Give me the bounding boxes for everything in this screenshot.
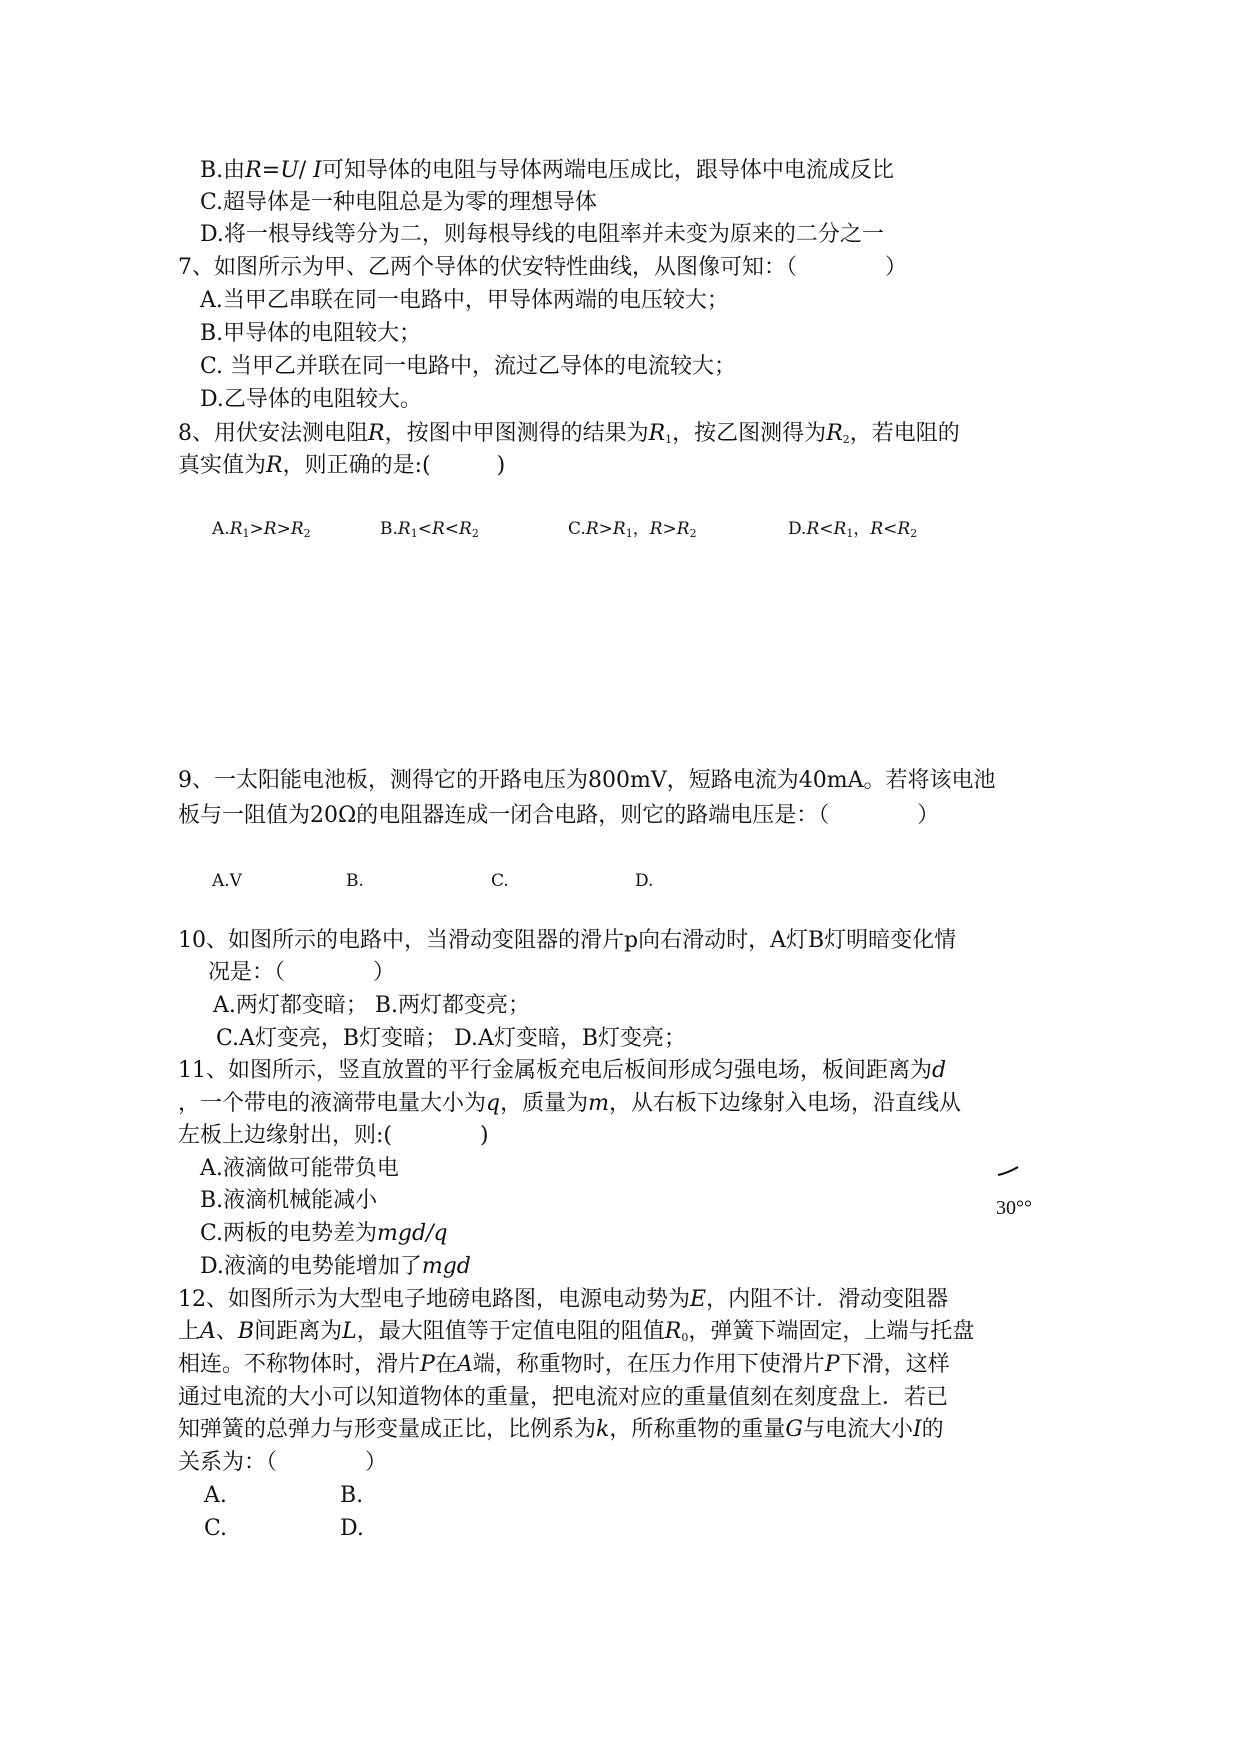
q9-option-b: B.: [346, 871, 364, 891]
q8-option-d: $D.R<R_1$，$R<R_2$: [788, 519, 918, 540]
q12-stem-line4: 通过电流的大小可以知道物体的重量，把电流对应的重量值刻在刻度盘上．若已: [178, 1385, 949, 1410]
q6-option-d: D.将一根导线等分为二，则每根导线的电阻率并未变为原来的二分之一: [200, 222, 884, 247]
q12-stem-line3: 相连。不称物体时，滑片P在A端，称重物时，在压力作用下使滑片P下滑，这样: [178, 1352, 950, 1377]
q12-option-a: A.: [204, 1483, 227, 1508]
q9-option-d: D.: [635, 871, 654, 891]
q11-stem-line1: 11、如图所示，竖直放置的平行金属板充电后板间形成匀强电场，板间距离为d: [178, 1058, 947, 1083]
q7-option-b: B.甲导体的电阻较大；: [200, 321, 422, 346]
q7-stem: 7、如图所示为甲、乙两个导体的伏安特性曲线，从图像可知：（ ）: [178, 255, 907, 280]
q12-option-b: B.: [340, 1483, 364, 1508]
q7-option-d: D.乙导体的电阻较大。: [200, 387, 422, 412]
q11-option-b: B.液滴机械能减小: [200, 1188, 378, 1213]
q10-stem-line1: 10、如图所示的电路中，当滑动变阻器的滑片p向右滑动时，A灯B灯明暗变化情: [178, 928, 957, 953]
q12-option-d: D.: [340, 1516, 364, 1541]
q6-option-c: C.超导体是一种电阻总是为零的理想导体: [200, 190, 598, 215]
q8-option-c: $C.R>R_1$，$R>R_2$: [568, 519, 697, 540]
q6-option-b: B.由R=U/ I可知导体的电阻与导体两端电压成比，跟导体中电流成反比: [200, 158, 894, 183]
q8-option-a: $A.R_1>R>R_2$: [212, 519, 311, 540]
q9-stem-line2: 板与一阻值为20Ω的电阻器连成一闭合电路，则它的路端电压是：（ ）: [178, 803, 940, 828]
q10-options-ab: A.两灯都变暗； B.两灯都变亮；: [213, 993, 531, 1018]
q9-option-a: A.V: [212, 871, 242, 891]
q7-option-c: C. 当甲乙并联在同一电路中，流过乙导体的电流较大；: [200, 354, 737, 379]
q12-stem-line6: 关系为：（ ）: [178, 1450, 388, 1475]
q11-angle-label: 30°°: [996, 1197, 1032, 1219]
q12-option-c: C.: [204, 1516, 228, 1541]
q12-stem-line1: 12、如图所示为大型电子地磅电路图，电源电动势为E，内阻不计．滑动变阻器: [178, 1287, 949, 1312]
q12-stem-line5: 知弹簧的总弹力与形变量成正比，比例系为k，所称重物的重量G与电流大小I的: [178, 1417, 944, 1442]
q12-stem-line2: 上A、B间距离为L，最大阻值等于定值电阻的阻值$R_0$，弹簧下端固定，上端与托盘: [178, 1319, 975, 1344]
q11-stem-line2: ，一个带电的液滴带电量大小为q，质量为m，从右板下边缘射入电场，沿直线从: [178, 1091, 962, 1116]
q8-option-b: $B.R_1<R<R_2$: [380, 519, 479, 540]
q10-options-cd: C.A灯变亮，B灯变暗； D.A灯变暗，B灯变亮；: [216, 1026, 686, 1051]
q11-option-a: A.液滴做可能带负电: [200, 1156, 399, 1181]
q9-option-c: C.: [491, 871, 509, 891]
figure-arc-fragment: [996, 1164, 1022, 1178]
q11-option-c: C.两板的电势差为mgd/q: [200, 1221, 448, 1246]
q7-option-a: A.当甲乙串联在同一电路中，甲导体两端的电压较大；: [200, 288, 729, 313]
q10-stem-line2: 况是：（ ）: [208, 960, 396, 985]
q11-stem-line3: 左板上边缘射出，则:( ): [178, 1123, 489, 1148]
q9-stem-line1: 9、一太阳能电池板，测得它的开路电压为800mV，短路电流为40mA。若将该电池: [178, 768, 996, 793]
q8-stem-line2: 真实值为R，则正确的是:( ): [178, 453, 506, 478]
q8-stem-line1: 8、用伏安法测电阻R，按图中甲图测得的结果为$R_1$，按乙图测得为$R_2$，若电阻的: [178, 421, 960, 446]
q11-option-d: D.液滴的电势能增加了mgd: [200, 1254, 471, 1279]
